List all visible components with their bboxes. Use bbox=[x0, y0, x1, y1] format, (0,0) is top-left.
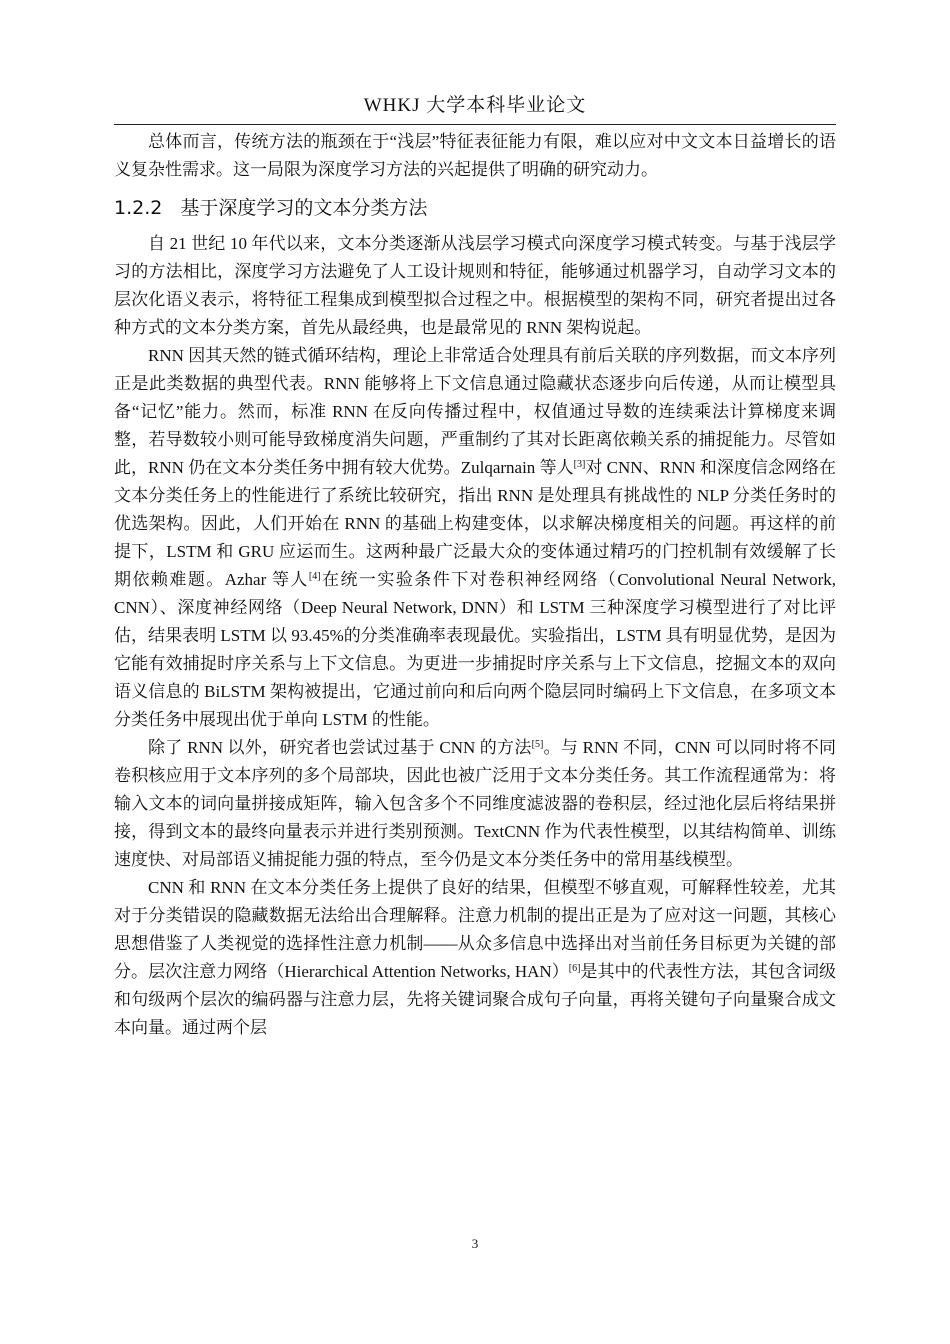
main-text bbox=[114, 128, 836, 1042]
running-header: WHKJ 大学本科毕业论文 bbox=[363, 95, 587, 116]
citation-4[interactable]: [4] bbox=[308, 571, 321, 582]
citation-6[interactable]: [6] bbox=[568, 963, 581, 974]
paragraph-rnn-part3: 在统一实验条件下对卷积神经网络（Convolutional Neural Network, CNN）、深度神经网络（Deep Neural Network, DNN）和 LSTM 三种深度学习模型进行了对比评估，结果表明 LSTM 以 93.45%的分类准确率表现最优。实验指出，LSTM 具有明显优势，是因为它能有效捕捉时序关系与上下文信息。为更进一步捕捉时序关系与上下文信息，挖掘文本的双向语义信息的 BiLSTM 架构被提出，它通过前向和后向两个隐层同时编码上下文信息，在多项文本分类任务中展现出优于单向 LSTM 的性能。 bbox=[114, 570, 836, 729]
paragraph-cnn bbox=[114, 734, 836, 874]
paragraph-attention bbox=[114, 874, 836, 1042]
page-number: 3 bbox=[471, 1236, 479, 1251]
section-heading bbox=[114, 192, 836, 224]
paragraph-rnn-part1: RNN 因其天然的链式循环结构，理论上非常适合处理具有前后关联的序列数据，而文本序列正是此类数据的典型代表。RNN 能够将上下文信息通过隐藏状态逐步向后传递，从而让模型具备“记忆”能力。然而，标准 RNN 在反向传播过程中，权值通过导数的连续乘法计算梯度来调整，若导数较小则可能导致梯度消失问题，严重制约了其对长距离依赖关系的捕捉能力。尽管如此，RNN 仍在文本分类任务中拥有较大优势。Zulqarnain 等人 bbox=[114, 346, 836, 477]
citation-5[interactable]: [5] bbox=[531, 739, 544, 750]
paragraph-attention-part2: 是其中的代表性方法，其包含词级和句级两个层次的编码器与注意力层，先将关键词聚合成句子向量，再将关键句子向量聚合成文本向量。通过两个层 bbox=[114, 962, 836, 1037]
paragraph-summary: 总体而言，传统方法的瓶颈在于“浅层”特征表征能力有限，难以应对中文文本日益增长的语义复杂性需求。这一局限为深度学习方法的兴起提供了明确的研究动力。 bbox=[114, 132, 836, 179]
paragraph-cnn-part1: 除了 RNN 以外，研究者也尝试过基于 CNN 的方法 bbox=[148, 738, 532, 757]
paragraph-attention-part1: CNN 和 RNN 在文本分类任务上提供了良好的结果，但模型不够直观，可解释性较差，尤其对于分类错误的隐藏数据无法给出合理解释。注意力机制的提出正是为了应对这一问题，其核心思想借鉴了人类视觉的选择性注意力机制——从众多信息中选择出对当前任务目标更为关键的部分。层次注意力网络（Hierarchical Attention Networks, HAN） bbox=[114, 878, 836, 981]
section-number: 1.2.2 bbox=[114, 197, 163, 219]
paragraph-rnn bbox=[114, 342, 836, 734]
citation-3[interactable]: [3] bbox=[573, 459, 586, 470]
section-title: 基于深度学习的文本分类方法 bbox=[180, 197, 428, 219]
paragraph-cnn-part2: 。与 RNN 不同，CNN 可以同时将不同卷积核应用于文本序列的多个局部块，因此也被广泛用于文本分类任务。其工作流程通常为：将输入文本的词向量拼接成矩阵，输入包含多个不同维度滤波器的卷积层，经过池化层后将结果拼接，得到文本的最终向量表示并进行类别预测。TextCNN 作为代表性模型，以其结构简单、训练速度快、对局部语义捕捉能力强的特点，至今仍是文本分类任务中的常用基线模型。 bbox=[114, 738, 836, 869]
paragraph-intro: 自 21 世纪 10 年代以来，文本分类逐渐从浅层学习模式向深度学习模式转变。与基于浅层学习的方法相比，深度学习方法避免了人工设计规则和特征，能够通过机器学习，自动学习文本的层次化语义表示，将特征工程集成到模型拟合过程之中。根据模型的架构不同，研究者提出过各种方式的文本分类方案，首先从最经典，也是最常见的 RNN 架构说起。 bbox=[114, 234, 836, 337]
paragraph-rnn-part2: 对 CNN、RNN 和深度信念网络在文本分类任务上的性能进行了系统比较研究，指出 RNN 是处理具有挑战性的 NLP 分类任务时的优选架构。因此，人们开始在 RNN 的基础上构建变体，以求解决梯度相关的问题。再这样的前提下，LSTM 和 GRU 应运而生。这两种最广泛最大众的变体通过精巧的门控机制有效缓解了长期依赖难题。Azhar 等人 bbox=[114, 458, 836, 589]
header-divider bbox=[114, 124, 836, 125]
